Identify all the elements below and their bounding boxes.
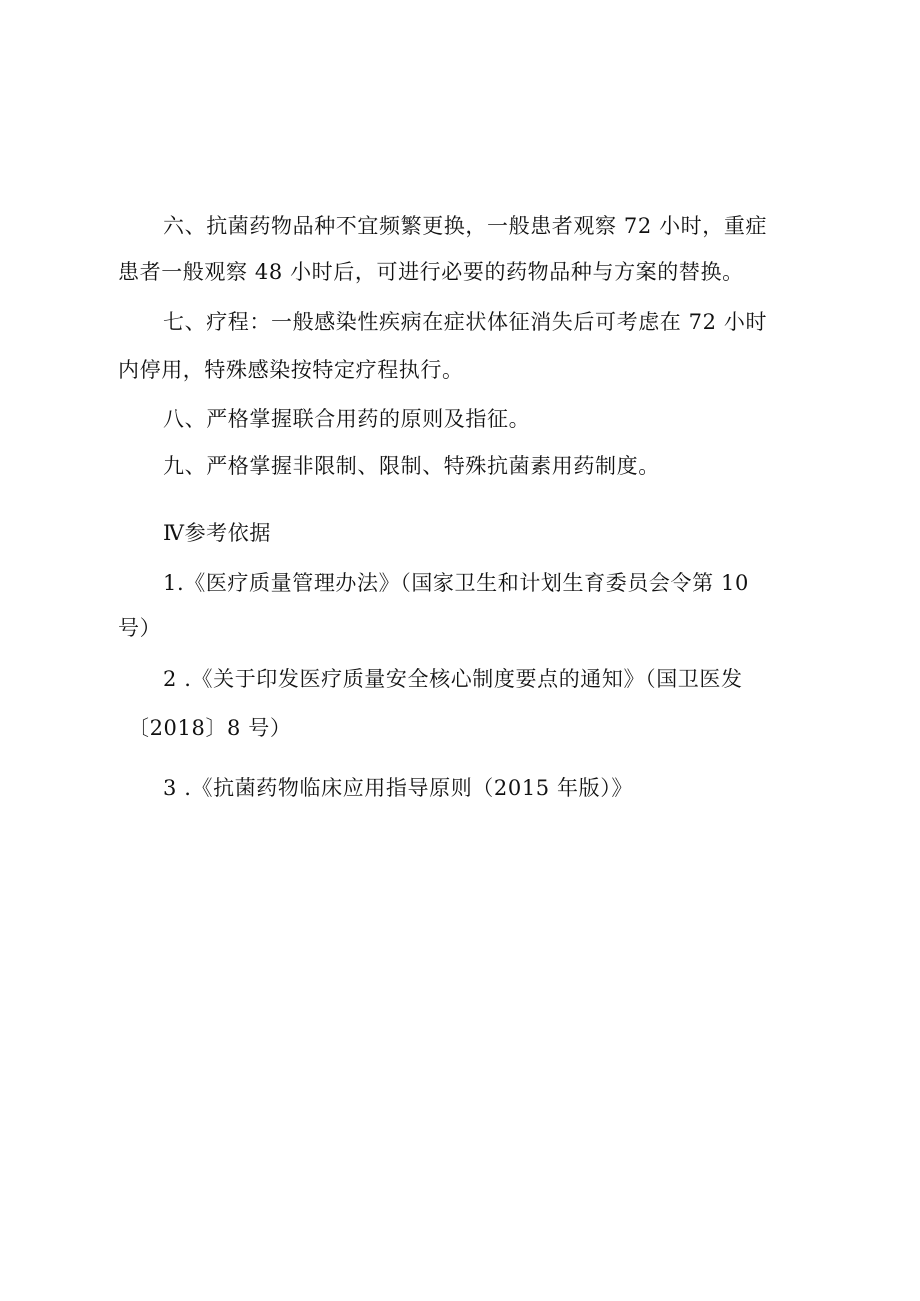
references-title: Ⅳ参考依据 — [163, 521, 271, 545]
reference-2-line-1: 2 .《关于印发医疗质量安全核心制度要点的通知》（国卫医发 — [163, 667, 743, 691]
item-7-line-1: 七、疗程：一般感染性疾病在症状体征消失后可考虑在 72 小时 — [163, 310, 768, 334]
reference-3-line-1: 3 .《抗菌药物临床应用指导原则（2015 年版）》 — [163, 776, 633, 800]
reference-2-line-2: 〔2018〕8 号） — [128, 716, 292, 740]
item-8-line-1: 八、严格掌握联合用药的原则及指征。 — [163, 407, 531, 431]
reference-1-line-1: 1.《医疗质量管理办法》（国家卫生和计划生育委员会令第 10 — [163, 571, 749, 595]
item-6-line-2: 患者一般观察 48 小时后，可进行必要的药物品种与方案的替换。 — [118, 260, 744, 284]
item-9-line-1: 九、严格掌握非限制、限制、特殊抗菌素用药制度。 — [163, 454, 660, 478]
item-7-line-2: 内停用，特殊感染按特定疗程执行。 — [118, 358, 464, 382]
item-6-line-1: 六、抗菌药物品种不宜频繁更换，一般患者观察 72 小时，重症 — [163, 214, 768, 238]
reference-1-line-2: 号） — [118, 616, 162, 640]
